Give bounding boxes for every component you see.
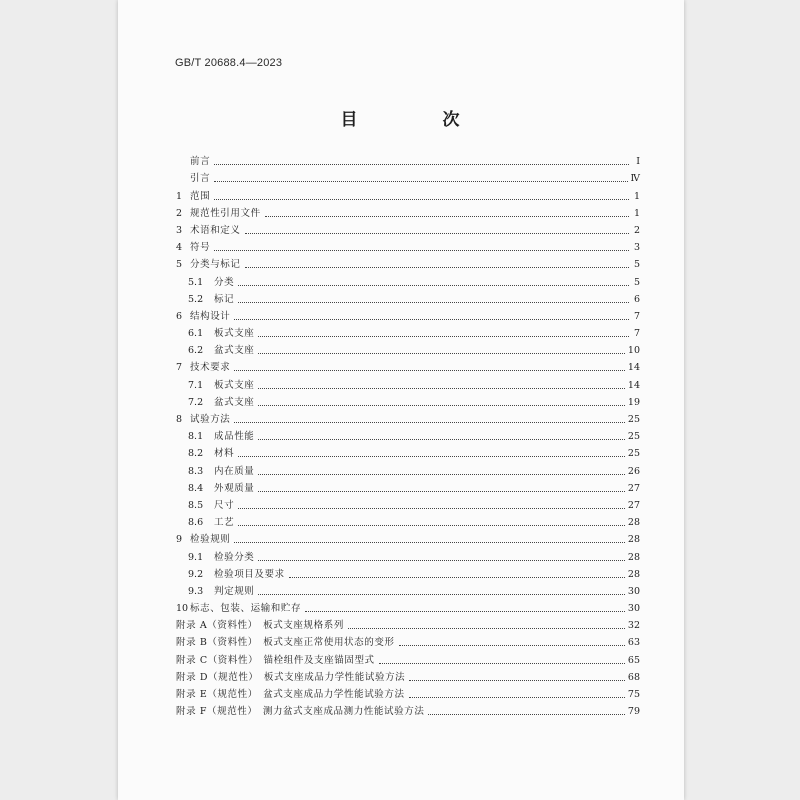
toc-entry-label: 附录 C（资料性） 锚栓组件及支座锚固型式 — [176, 654, 375, 666]
dot-leader — [409, 680, 625, 681]
toc-entry-number: 7.2 — [188, 396, 204, 408]
toc-entry-number: 9 — [176, 534, 183, 546]
toc-entry-number: 9.1 — [188, 551, 204, 563]
toc-entry[interactable] — [176, 409, 640, 426]
toc-title: 目 次 — [340, 110, 494, 130]
toc-entry-number: 8.2 — [188, 448, 204, 460]
dot-leader — [289, 577, 625, 578]
table-of-contents — [176, 151, 640, 718]
toc-entry-page: 25 — [627, 431, 640, 443]
toc-entry[interactable] — [176, 392, 640, 409]
toc-entry[interactable] — [176, 168, 640, 185]
toc-entry-number: 6.2 — [188, 345, 204, 357]
toc-entry[interactable] — [176, 684, 640, 701]
dot-leader — [214, 250, 629, 251]
toc-entry[interactable] — [176, 649, 640, 666]
toc-entry[interactable] — [176, 667, 640, 684]
toc-entry[interactable] — [176, 598, 640, 615]
toc-entry-label: 试验方法 — [190, 414, 231, 425]
toc-entry-page: 14 — [627, 362, 640, 374]
toc-entry-number: 7 — [176, 362, 183, 374]
toc-entry[interactable] — [176, 426, 640, 443]
toc-entry-label: 材料 — [214, 448, 235, 460]
toc-entry-number: 7.1 — [188, 379, 204, 391]
toc-entry-label: 附录 A（资料性） 板式支座规格系列 — [176, 620, 344, 632]
toc-entry[interactable] — [176, 151, 640, 168]
dot-leader — [348, 628, 625, 629]
dot-leader — [258, 336, 629, 337]
standard-code: GB/T 20688.4—2023 — [175, 57, 283, 69]
toc-entry-page: 75 — [627, 689, 640, 700]
dot-leader — [258, 388, 625, 389]
dot-leader — [258, 560, 625, 561]
dot-leader — [234, 422, 625, 423]
toc-entry-number: 8.4 — [188, 482, 204, 494]
toc-entry-number: 6.1 — [188, 328, 204, 340]
toc-entry-label: 范围 — [190, 190, 211, 202]
dot-leader — [409, 697, 625, 698]
toc-entry-page: 14 — [627, 379, 640, 391]
toc-entry-number: 9.2 — [188, 568, 204, 580]
dot-leader — [238, 525, 625, 526]
toc-entry[interactable] — [176, 478, 640, 495]
toc-entry-number: 8.1 — [188, 431, 204, 443]
toc-entry-page: 27 — [627, 499, 640, 511]
toc-entry-number: 8 — [176, 414, 183, 425]
toc-entry-page: 28 — [627, 534, 640, 546]
toc-entry-label: 判定规则 — [214, 585, 255, 597]
dot-leader — [214, 181, 627, 182]
dot-leader — [399, 645, 625, 646]
toc-entry[interactable] — [176, 374, 640, 391]
toc-entry-page: 1 — [633, 190, 640, 202]
dot-leader — [379, 663, 625, 664]
toc-entry-label: 内在质量 — [214, 465, 255, 477]
toc-entry-number: 5.1 — [188, 276, 204, 288]
toc-entry[interactable] — [176, 271, 640, 288]
toc-entry-page: 10 — [627, 345, 640, 357]
toc-entry-page: 6 — [633, 293, 640, 305]
toc-entry-page: 2 — [633, 224, 640, 236]
toc-entry[interactable] — [176, 701, 640, 718]
toc-entry[interactable] — [176, 306, 640, 323]
toc-entry[interactable] — [176, 185, 640, 202]
dot-leader — [265, 216, 629, 217]
toc-entry[interactable] — [176, 581, 640, 598]
toc-entry-label: 外观质量 — [214, 482, 255, 494]
dot-leader — [214, 199, 629, 200]
toc-entry-number: 1 — [176, 190, 183, 202]
toc-entry[interactable] — [176, 495, 640, 512]
toc-entry-label: 板式支座 — [214, 328, 255, 340]
dot-leader — [238, 285, 629, 286]
toc-entry-page: 3 — [633, 242, 640, 254]
toc-entry[interactable] — [176, 357, 640, 374]
toc-entry-page: Ⅳ — [630, 173, 640, 185]
toc-entry[interactable] — [176, 546, 640, 563]
toc-entry-label: 标志、包装、运输和贮存 — [190, 603, 302, 615]
dot-leader — [258, 353, 625, 354]
dot-leader — [258, 405, 625, 406]
toc-entry[interactable] — [176, 632, 640, 649]
dot-leader — [234, 319, 629, 320]
toc-entry-page: 27 — [627, 482, 640, 494]
dot-leader — [258, 474, 625, 475]
toc-entry-label: 规范性引用文件 — [190, 207, 261, 219]
toc-entry-label: 检验规则 — [190, 534, 231, 546]
toc-entry-page: 63 — [627, 637, 640, 649]
toc-entry-number: 2 — [176, 207, 183, 219]
toc-entry-page: 26 — [627, 465, 640, 477]
toc-entry-label: 附录 B（资料性） 板式支座正常使用状态的变形 — [176, 637, 395, 649]
toc-entry[interactable] — [176, 340, 640, 357]
dot-leader — [214, 164, 629, 165]
toc-entry-page: 28 — [627, 568, 640, 580]
toc-entry-page: 25 — [627, 448, 640, 460]
toc-entry-number: 10 — [176, 603, 189, 615]
toc-entry-page: 1 — [633, 207, 640, 219]
toc-entry-label: 附录 E（规范性） 盆式支座成品力学性能试验方法 — [176, 689, 405, 700]
toc-entry-label: 附录 F（规范性） 测力盆式支座成品测力性能试验方法 — [176, 706, 425, 718]
dot-leader — [258, 594, 625, 595]
toc-entry[interactable] — [176, 564, 640, 581]
toc-entry-page: 7 — [633, 328, 640, 340]
dot-leader — [245, 233, 629, 234]
toc-entry-label: 工艺 — [214, 517, 235, 529]
toc-entry-page: 28 — [627, 551, 640, 563]
toc-entry-number: 8.6 — [188, 517, 204, 529]
dot-leader — [258, 439, 625, 440]
dot-leader — [238, 456, 625, 457]
dot-leader — [238, 508, 625, 509]
toc-entry-number: 6 — [176, 310, 183, 322]
toc-entry[interactable] — [176, 512, 640, 529]
toc-entry-page: 28 — [627, 517, 640, 529]
toc-entry-label: 检验项目及要求 — [214, 568, 285, 580]
toc-entry-label: 板式支座 — [214, 379, 255, 391]
toc-entry-number: 5 — [176, 259, 183, 271]
toc-entry-page: Ⅰ — [636, 156, 640, 168]
toc-entry[interactable] — [176, 323, 640, 340]
toc-entry-label: 盆式支座 — [214, 345, 255, 357]
toc-entry-label: 术语和定义 — [190, 224, 241, 236]
toc-entry-page: 19 — [627, 396, 640, 408]
toc-entry-label: 前言 — [190, 156, 211, 168]
dot-leader — [238, 302, 629, 303]
toc-entry-page: 30 — [627, 585, 640, 597]
toc-entry[interactable] — [176, 289, 640, 306]
toc-entry-page: 65 — [627, 654, 640, 666]
toc-entry[interactable] — [176, 460, 640, 477]
toc-entry-number: 4 — [176, 242, 183, 254]
toc-entry-label: 检验分类 — [214, 551, 255, 563]
toc-entry-label: 成品性能 — [214, 431, 255, 443]
toc-entry-label: 引言 — [190, 173, 211, 185]
dot-leader — [234, 370, 625, 371]
dot-leader — [428, 714, 624, 715]
toc-entry-number: 9.3 — [188, 585, 204, 597]
toc-entry-number: 5.2 — [188, 293, 204, 305]
toc-entry-label: 分类与标记 — [190, 259, 241, 271]
toc-entry-number: 3 — [176, 224, 183, 236]
toc-entry-page: 5 — [633, 259, 640, 271]
toc-entry[interactable] — [176, 529, 640, 546]
toc-entry[interactable] — [176, 203, 640, 220]
dot-leader — [258, 491, 625, 492]
toc-entry-page: 25 — [627, 414, 640, 425]
toc-entry-label: 附录 D（规范性） 板式支座成品力学性能试验方法 — [176, 671, 406, 683]
toc-entry-label: 尺寸 — [214, 499, 235, 511]
toc-entry-label: 结构设计 — [190, 310, 231, 322]
toc-entry-page: 32 — [627, 620, 640, 632]
toc-entry-label: 标记 — [214, 293, 235, 305]
toc-entry-label: 符号 — [190, 242, 211, 254]
toc-entry-label: 分类 — [214, 276, 235, 288]
toc-entry[interactable] — [176, 237, 640, 254]
toc-entry-page: 7 — [633, 310, 640, 322]
toc-entry-page: 68 — [627, 671, 640, 683]
toc-entry-number: 8.5 — [188, 499, 204, 511]
toc-entry[interactable] — [176, 254, 640, 271]
toc-entry[interactable] — [176, 220, 640, 237]
toc-entry-label: 技术要求 — [190, 362, 231, 374]
dot-leader — [234, 542, 625, 543]
toc-entry-page: 30 — [627, 603, 640, 615]
toc-entry-label: 盆式支座 — [214, 396, 255, 408]
toc-entry-number: 8.3 — [188, 465, 204, 477]
toc-entry-page: 79 — [627, 706, 640, 718]
toc-entry[interactable] — [176, 443, 640, 460]
toc-entry[interactable] — [176, 615, 640, 632]
dot-leader — [305, 611, 625, 612]
dot-leader — [245, 267, 629, 268]
toc-entry-page: 5 — [633, 276, 640, 288]
